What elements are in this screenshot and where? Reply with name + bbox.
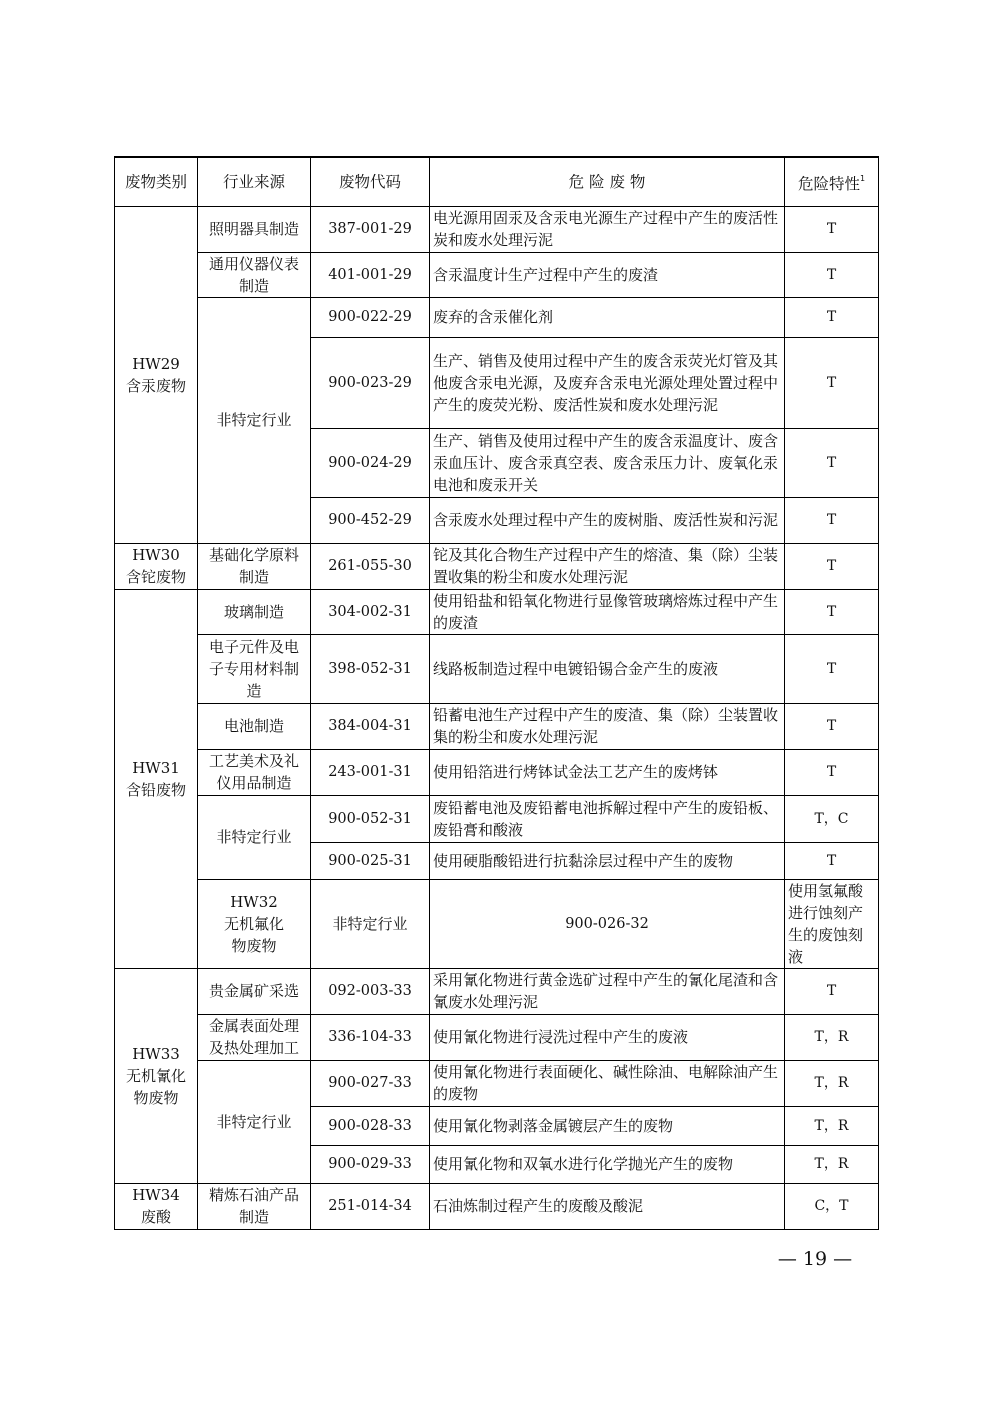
hazardous-waste-table xyxy=(114,156,879,1230)
industry-cell: 非特定行业 xyxy=(198,1060,311,1183)
waste-description: 使用氢氟酸进行蚀刻产生的废蚀刻液 xyxy=(785,879,879,968)
table-row xyxy=(115,1060,879,1106)
table-row xyxy=(115,297,879,337)
category-cell-hw30: HW30 含铊废物 xyxy=(115,543,198,589)
industry-cell: 精炼石油产品 制造 xyxy=(198,1183,311,1229)
table-row xyxy=(115,749,879,795)
category-cell-hw31: HW31 含铅废物 xyxy=(115,589,198,968)
page-number: — 19 — xyxy=(777,1248,853,1270)
property-cell: T xyxy=(785,842,879,879)
industry-cell: 非特定行业 xyxy=(311,879,430,968)
code-cell: 900-025-31 xyxy=(311,842,430,879)
waste-description: 石油炼制过程产生的废酸及酸泥 xyxy=(430,1183,785,1229)
footnote-mark: 1 xyxy=(859,174,866,184)
industry-cell: 贵金属矿采选 xyxy=(198,968,311,1014)
property-cell: T xyxy=(785,297,879,337)
waste-description: 废铅蓄电池及废铅蓄电池拆解过程中产生的废铅板、废铅膏和酸液 xyxy=(430,795,785,842)
code-cell: 384-004-31 xyxy=(311,703,430,749)
property-cell: T，R xyxy=(785,1014,879,1060)
waste-description: 含汞废水处理过程中产生的废树脂、废活性炭和污泥 xyxy=(430,497,785,543)
code-cell: 900-023-29 xyxy=(311,337,430,428)
property-cell: T xyxy=(785,428,879,497)
code-cell: 900-026-32 xyxy=(430,879,785,968)
code-cell: 251-014-34 xyxy=(311,1183,430,1229)
table-row xyxy=(115,879,879,968)
industry-cell: 通用仪器仪表 制造 xyxy=(198,252,311,297)
code-cell: 401-001-29 xyxy=(311,252,430,297)
table-row xyxy=(115,252,879,297)
property-cell: T xyxy=(785,497,879,543)
header-waste: 危 险 废 物 xyxy=(430,157,785,206)
waste-description: 使用氰化物进行表面硬化、碱性除油、电解除油产生的废物 xyxy=(430,1060,785,1106)
code-cell: 900-028-33 xyxy=(311,1106,430,1145)
category-cell-hw29: HW29 含汞废物 xyxy=(115,206,198,543)
waste-description: 铅蓄电池生产过程中产生的废渣、集（除）尘装置收集的粉尘和废水处理污泥 xyxy=(430,703,785,749)
header-property: 危险特性$^1$ xyxy=(785,157,879,206)
property-cell: T，C xyxy=(785,795,879,842)
property-cell: T，R xyxy=(785,1145,879,1183)
category-cell-hw32: HW32 无机氟化 物废物 xyxy=(198,879,311,968)
table-row xyxy=(115,1183,879,1229)
property-cell: T xyxy=(785,589,879,634)
waste-description: 使用氰化物和双氧水进行化学抛光产生的废物 xyxy=(430,1145,785,1183)
code-cell: 900-452-29 xyxy=(311,497,430,543)
industry-cell: 电池制造 xyxy=(198,703,311,749)
property-cell: T xyxy=(785,252,879,297)
header-category: 废物类别 xyxy=(115,157,198,206)
property-cell: T，R xyxy=(785,1106,879,1145)
waste-description: 含汞温度计生产过程中产生的废渣 xyxy=(430,252,785,297)
code-cell: 336-104-33 xyxy=(311,1014,430,1060)
waste-description: 使用铅盐和铅氧化物进行显像管玻璃熔炼过程中产生的废渣 xyxy=(430,589,785,634)
waste-description: 使用铅箔进行烤钵试金法工艺产生的废烤钵 xyxy=(430,749,785,795)
table-row xyxy=(115,634,879,703)
waste-description: 使用硬脂酸铅进行抗黏涂层过程中产生的废物 xyxy=(430,842,785,879)
table-header-row xyxy=(115,157,879,206)
industry-cell: 非特定行业 xyxy=(198,795,311,879)
property-cell: T xyxy=(785,703,879,749)
code-cell: 900-027-33 xyxy=(311,1060,430,1106)
category-cell-hw33: HW33 无机氰化 物废物 xyxy=(115,968,198,1183)
table-row xyxy=(115,795,879,842)
code-cell: 900-029-33 xyxy=(311,1145,430,1183)
category-cell-hw34: HW34 废酸 xyxy=(115,1183,198,1229)
code-cell: 900-022-29 xyxy=(311,297,430,337)
industry-cell: 玻璃制造 xyxy=(198,589,311,634)
industry-cell: 照明器具制造 xyxy=(198,206,311,252)
waste-description: 生产、销售及使用过程中产生的废含汞温度计、废含汞血压计、废含汞真空表、废含汞压力计、废氧化汞电池和废汞开关 xyxy=(430,428,785,497)
waste-description: 使用氰化物进行浸洗过程中产生的废液 xyxy=(430,1014,785,1060)
table-row xyxy=(115,589,879,634)
code-cell: 398-052-31 xyxy=(311,634,430,703)
industry-cell: 基础化学原料 制造 xyxy=(198,543,311,589)
table-row xyxy=(115,968,879,1014)
header-industry: 行业来源 xyxy=(198,157,311,206)
industry-cell: 金属表面处理 及热处理加工 xyxy=(198,1014,311,1060)
table-row xyxy=(115,1014,879,1060)
property-cell: T xyxy=(785,206,879,252)
table-row xyxy=(115,703,879,749)
property-cell: T xyxy=(785,543,879,589)
industry-cell: 非特定行业 xyxy=(198,297,311,543)
waste-description: 使用氰化物剥落金属镀层产生的废物 xyxy=(430,1106,785,1145)
waste-description: 生产、销售及使用过程中产生的废含汞荧光灯管及其他废含汞电光源，及废弃含汞电光源处理处置过程中产生的废荧光粉、废活性炭和废水处理污泥 xyxy=(430,337,785,428)
waste-description: 线路板制造过程中电镀铅锡合金产生的废液 xyxy=(430,634,785,703)
code-cell: 243-001-31 xyxy=(311,749,430,795)
code-cell: 900-024-29 xyxy=(311,428,430,497)
property-cell: T xyxy=(785,968,879,1014)
property-cell: T，R xyxy=(785,1060,879,1106)
waste-description: 废弃的含汞催化剂 xyxy=(430,297,785,337)
waste-description: 铊及其化合物生产过程中产生的熔渣、集（除）尘装置收集的粉尘和废水处理污泥 xyxy=(430,543,785,589)
property-cell: C，T xyxy=(785,1183,879,1229)
code-cell: 304-002-31 xyxy=(311,589,430,634)
waste-description: 采用氰化物进行黄金选矿过程中产生的氰化尾渣和含氰废水处理污泥 xyxy=(430,968,785,1014)
waste-description: 电光源用固汞及含汞电光源生产过程中产生的废活性炭和废水处理污泥 xyxy=(430,206,785,252)
table-row xyxy=(115,543,879,589)
header-code: 废物代码 xyxy=(311,157,430,206)
property-cell: T xyxy=(785,337,879,428)
code-cell: 900-052-31 xyxy=(311,795,430,842)
code-cell: 261-055-30 xyxy=(311,543,430,589)
industry-cell: 电子元件及电 子专用材料制 造 xyxy=(198,634,311,703)
code-cell: 387-001-29 xyxy=(311,206,430,252)
industry-cell: 工艺美术及礼 仪用品制造 xyxy=(198,749,311,795)
table-row xyxy=(115,206,879,252)
code-cell: 092-003-33 xyxy=(311,968,430,1014)
property-cell: T xyxy=(785,634,879,703)
property-cell: T xyxy=(785,749,879,795)
